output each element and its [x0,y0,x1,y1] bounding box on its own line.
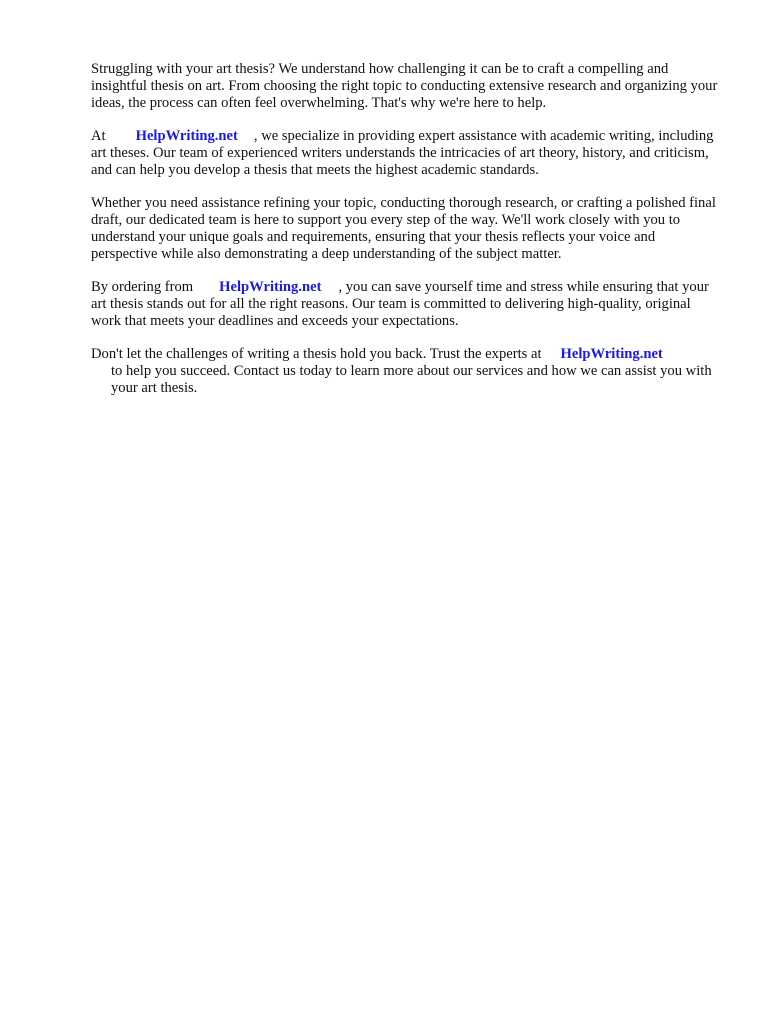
paragraph-closing [91,346,721,397]
helpwriting-link-1[interactable]: HelpWriting.net [135,128,238,144]
paragraph-closing-lead: Don't let the challenges of writing a thesis hold you back. Trust the experts at [91,346,542,362]
paragraph-closing-text: to help you succeed. Contact us today to learn more about our services and how we can assist you with your art thesis. [111,363,712,396]
paragraph-services [91,128,721,179]
paragraph-support-text: Whether you need assistance refining your topic, conducting thorough research, or crafting a polished final draft, our dedicated team is here to support you every step of the way. We'll work closely with you to understand your unique goals and requirements, ensuring that your thesis reflects your voice and perspective while also demonstrating a deep understanding of the subject matter. [91,195,716,262]
paragraph-ordering-text: , you can save yourself time and stress while ensuring that your art thesis stands out for all the right reasons. Our team is committed to delivering high-quality, original work that meets your deadlines and exceeds your expectations. [91,279,709,329]
paragraph-intro-text: Struggling with your art thesis? We understand how challenging it can be to craft a compelling and insightful thesis on art. From choosing the right topic to conducting extensive research and organizing your ideas, the process can often feel overwhelming. That's why we're here to help. [91,61,718,111]
paragraph-ordering-lead: By ordering from [91,279,194,295]
paragraph-support [91,195,721,263]
paragraph-services-text: , we specialize in providing expert assistance with academic writing, including art theses. Our team of experienced writers understands the intricacies of art theory, history, and criticism, and can help you develop a thesis that meets the highest academic standards. [91,128,714,178]
paragraph-services-lead: At [91,128,106,144]
helpwriting-link-3[interactable]: HelpWriting.net [560,346,663,362]
paragraph-intro [91,61,721,112]
paragraph-ordering [91,279,721,330]
helpwriting-link-2[interactable]: HelpWriting.net [219,279,322,295]
document-body [91,61,721,413]
